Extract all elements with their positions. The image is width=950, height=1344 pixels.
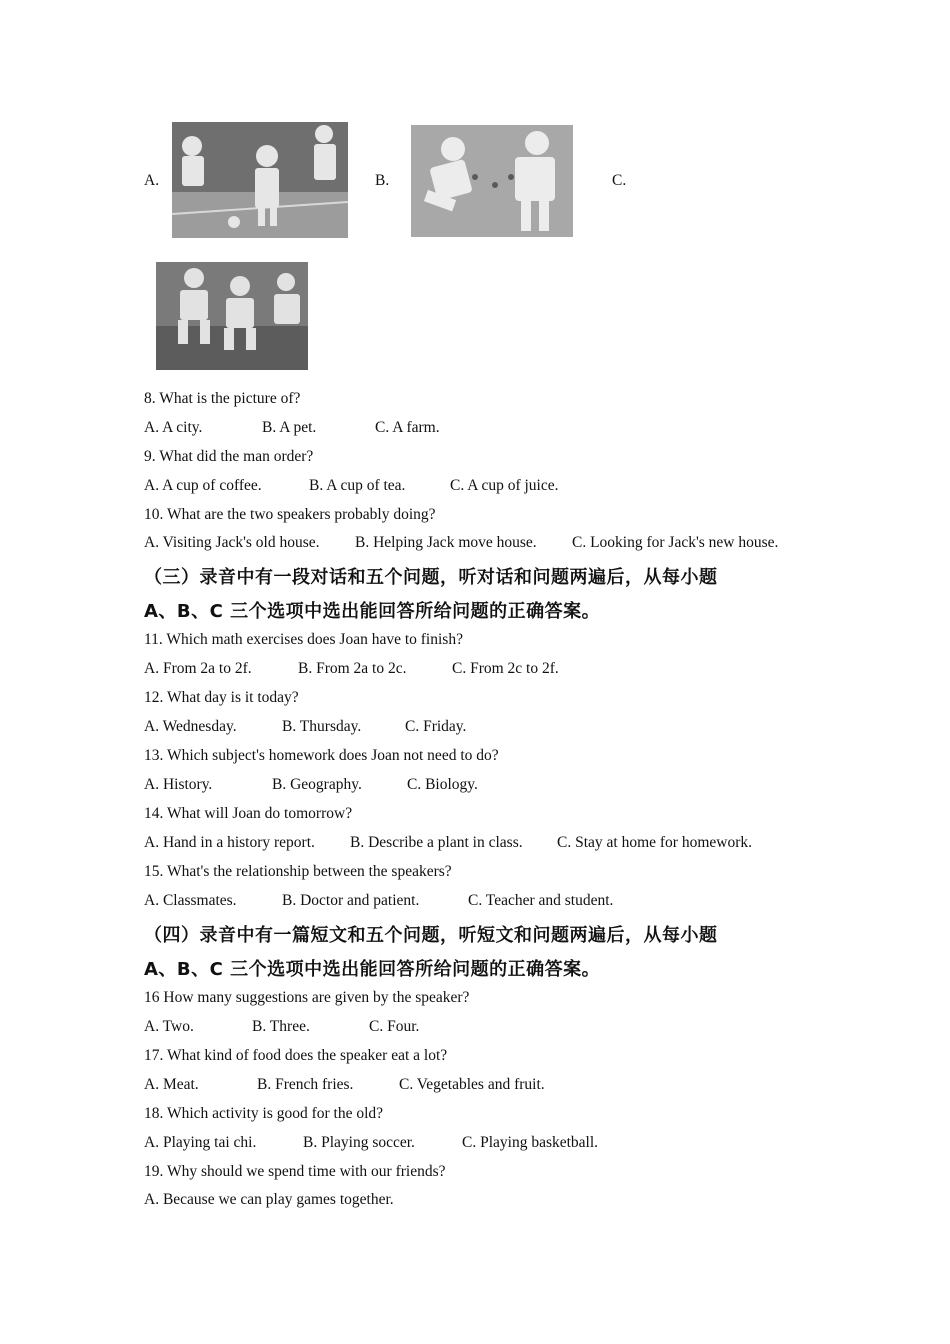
- q18-option-b[interactable]: B. Playing soccer.: [303, 1134, 415, 1151]
- question-16: 16 How many suggestions are given by the speaker?: [144, 989, 470, 1006]
- robots-group-image[interactable]: [156, 262, 308, 370]
- picture-label-a: A.: [144, 172, 160, 189]
- q10-option-a[interactable]: A. Visiting Jack's old house.: [144, 534, 320, 551]
- section-4-instruction-line2: A、B、C 三个选项中选出能回答所给问题的正确答案。: [144, 959, 601, 980]
- q13-option-b[interactable]: B. Geography.: [272, 776, 362, 793]
- q8-option-b[interactable]: B. A pet.: [262, 419, 317, 436]
- q14-option-a[interactable]: A. Hand in a history report.: [144, 834, 315, 851]
- section-3-instruction-line1: （三）录音中有一段对话和五个问题，听对话和问题两遍后，从每小题: [144, 567, 718, 588]
- picture-label-b: B.: [375, 172, 390, 189]
- q11-option-c[interactable]: C. From 2c to 2f.: [452, 660, 559, 677]
- q15-option-c[interactable]: C. Teacher and student.: [468, 892, 614, 909]
- question-15: 15. What's the relationship between the speakers?: [144, 863, 452, 880]
- question-9: 9. What did the man order?: [144, 448, 314, 465]
- q11-option-b[interactable]: B. From 2a to 2c.: [298, 660, 407, 677]
- picture-label-c: C.: [612, 172, 627, 189]
- q10-option-b[interactable]: B. Helping Jack move house.: [355, 534, 537, 551]
- q12-option-b[interactable]: B. Thursday.: [282, 718, 362, 735]
- q17-option-a[interactable]: A. Meat.: [144, 1076, 199, 1093]
- question-12: 12. What day is it today?: [144, 689, 299, 706]
- q16-option-b[interactable]: B. Three.: [252, 1018, 310, 1035]
- question-19: 19. Why should we spend time with our friends?: [144, 1163, 446, 1180]
- q18-option-a[interactable]: A. Playing tai chi.: [144, 1134, 257, 1151]
- robots-fighting-image[interactable]: [411, 125, 573, 237]
- q9-option-c[interactable]: C. A cup of juice.: [450, 477, 559, 494]
- q19-option-a[interactable]: A. Because we can play games together.: [144, 1191, 394, 1208]
- q16-option-c[interactable]: C. Four.: [369, 1018, 420, 1035]
- q14-option-c[interactable]: C. Stay at home for homework.: [557, 834, 753, 851]
- q9-option-b[interactable]: B. A cup of tea.: [309, 477, 406, 494]
- q16-option-a[interactable]: A. Two.: [144, 1018, 194, 1035]
- q9-option-a[interactable]: A. A cup of coffee.: [144, 477, 262, 494]
- section-4-instruction-line1: （四）录音中有一篇短文和五个问题，听短文和问题两遍后，从每小题: [144, 925, 718, 946]
- q13-option-a[interactable]: A. History.: [144, 776, 213, 793]
- question-8: 8. What is the picture of?: [144, 390, 301, 407]
- q14-option-b[interactable]: B. Describe a plant in class.: [350, 834, 523, 851]
- q17-option-b[interactable]: B. French fries.: [257, 1076, 354, 1093]
- question-11: 11. Which math exercises does Joan have to finish?: [144, 631, 463, 648]
- section-3-instruction-line2: A、B、C 三个选项中选出能回答所给问题的正确答案。: [144, 601, 601, 622]
- q15-option-b[interactable]: B. Doctor and patient.: [282, 892, 420, 909]
- question-18: 18. Which activity is good for the old?: [144, 1105, 384, 1122]
- q15-option-a[interactable]: A. Classmates.: [144, 892, 237, 909]
- q8-option-a[interactable]: A. A city.: [144, 419, 203, 436]
- q17-option-c[interactable]: C. Vegetables and fruit.: [399, 1076, 545, 1093]
- robots-soccer-image[interactable]: [172, 122, 348, 238]
- q13-option-c[interactable]: C. Biology.: [407, 776, 478, 793]
- q12-option-a[interactable]: A. Wednesday.: [144, 718, 237, 735]
- question-14: 14. What will Joan do tomorrow?: [144, 805, 353, 822]
- q11-option-a[interactable]: A. From 2a to 2f.: [144, 660, 252, 677]
- q10-option-c[interactable]: C. Looking for Jack's new house.: [572, 534, 779, 551]
- question-13: 13. Which subject's homework does Joan not need to do?: [144, 747, 499, 764]
- q12-option-c[interactable]: C. Friday.: [405, 718, 467, 735]
- q18-option-c[interactable]: C. Playing basketball.: [462, 1134, 599, 1151]
- question-10: 10. What are the two speakers probably doing?: [144, 506, 436, 523]
- q8-option-c[interactable]: C. A farm.: [375, 419, 440, 436]
- question-17: 17. What kind of food does the speaker eat a lot?: [144, 1047, 448, 1064]
